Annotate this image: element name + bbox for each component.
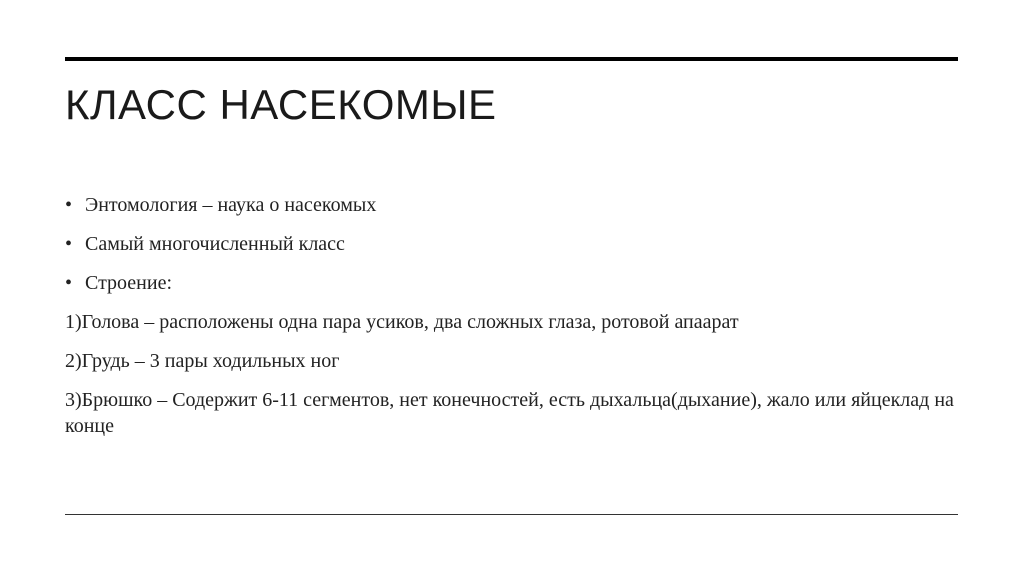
bullet-icon: • [65, 272, 73, 294]
numbered-item-thorax: 2)Грудь – 3 пары ходильных ног [65, 350, 340, 372]
numbered-item-head: 1)Голова – расположены одна пара усиков, два сложных глаза, ротовой апаарат [65, 311, 739, 333]
top-divider [65, 57, 958, 61]
bullet-item [65, 270, 958, 296]
numbered-item-abdomen: 3)Брюшко – Содержит 6-11 сегментов, нет конечностей, есть дыхальца(дыхание), жало или яйцеклад на конце [65, 389, 954, 437]
slide-content [65, 192, 958, 452]
slide-title: КЛАСС НАСЕКОМЫЕ [65, 81, 497, 128]
bullet-icon: • [65, 233, 73, 255]
bullet-text: Строение: [85, 272, 173, 294]
bullet-item [65, 192, 958, 218]
bullet-icon: • [65, 194, 73, 216]
bullet-text: Энтомология – наука о насекомых [85, 194, 377, 216]
bottom-divider [65, 514, 958, 515]
bullet-text: Самый многочисленный класс [85, 233, 345, 255]
bullet-item [65, 231, 958, 257]
